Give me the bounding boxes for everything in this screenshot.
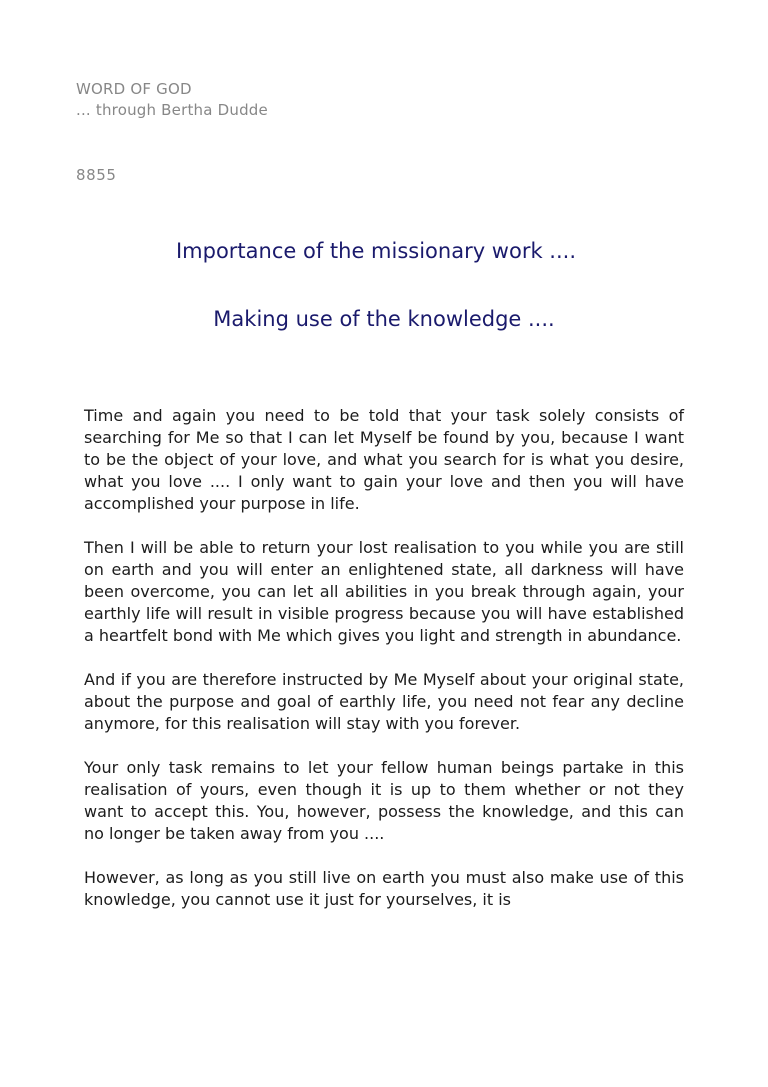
header-author: ... through Bertha Dudde <box>76 101 268 119</box>
document-title: Importance of the missionary work .... <box>175 239 577 263</box>
header-title: WORD OF GOD <box>76 80 192 98</box>
paragraph: And if you are therefore instructed by Me Myself about your original state, about the purpose and goal of earthly life, you need not fear any decline anymore, for this realisation will stay with you forever. <box>84 670 684 733</box>
document-number: 8855 <box>76 166 117 184</box>
header <box>76 79 268 121</box>
paragraph: Then I will be able to return your lost realisation to you while you are still on earth and you will enter an enlightened state, all darkness will have been overcome, you can let all abilities in you break through again, your earthly life will result in visible progress because you will have established a heartfelt bond with Me which gives you light and strength in abundance. <box>84 538 684 645</box>
document-subtitle: Making use of the knowledge .... <box>213 307 555 331</box>
paragraph: Time and again you need to be told that your task solely consists of searching for Me so that I can let Myself be found by you, because I want to be the object of your love, and what you search for is what you desire, what you love .... I only want to gain your love and then you will have accomplished your purpose in life. <box>84 406 684 513</box>
body-text <box>84 405 684 933</box>
paragraph: Your only task remains to let your fellow human beings partake in this realisation of yours, even though it is up to them whether or not they want to accept this. You, however, possess the knowledge, and this can no longer be taken away from you .... <box>84 758 684 843</box>
paragraph: However, as long as you still live on earth you must also make use of this knowledge, you cannot use it just for yourselves, it is <box>84 868 684 909</box>
